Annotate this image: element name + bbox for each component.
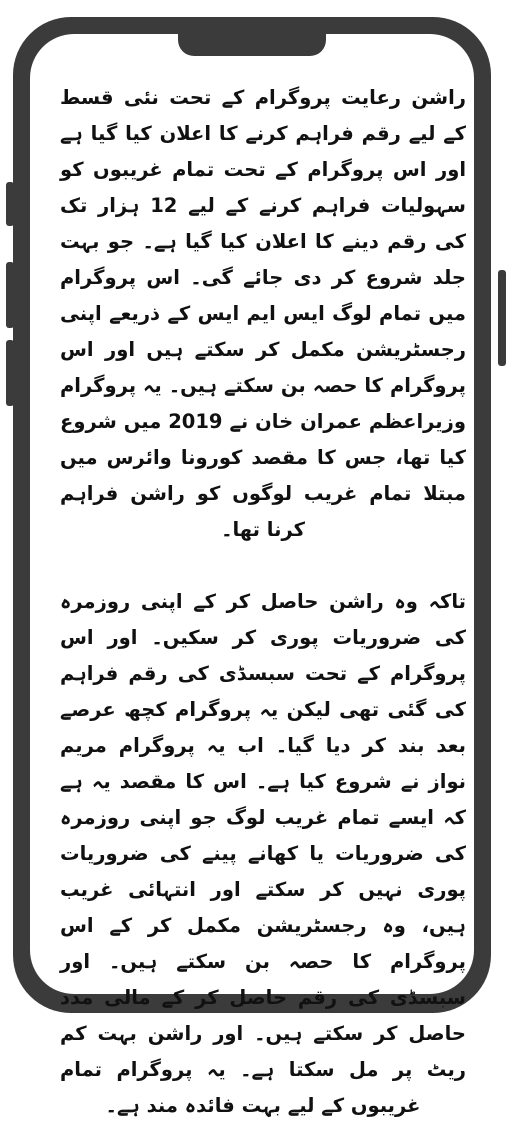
phone-notch [178,34,326,56]
article-body [60,80,466,1124]
article-paragraph-1: راشن رعایت پروگرام کے تحت نئی قسط کے لیے رقم فراہم کرنے کا اعلان کیا گیا ہے اور اس پروگرام کے تحت تمام غریبوں کو سہولیات فراہم کرنے کے لیے 12 ہزار تک کی رقم دینے کا اعلان کیا گیا ہے۔ جو بہت جلد شروع کر دی جائے گی۔ اس پروگرام میں تمام لوگ ایس ایم ایس کے ذریعے اپنی رجسٹریشن مکمل کر سکتے ہیں اور اس پروگرام کا حصہ بن سکتے ہیں۔ یہ پروگرام وزیراعظم عمران خان نے 2019 میں شروع کیا تھا، جس کا مقصد کورونا وائرس میں مبتلا تمام غریب لوگوں کو راشن فراہم کرنا تھا۔ [60,86,466,541]
power-button [498,270,506,366]
article-paragraph-2: تاکہ وہ راشن حاصل کر کے اپنی روزمرہ کی ضروریات پوری کر سکیں۔ اور اس پروگرام کے تحت سبسڈی کی رقم فراہم کی گئی تھی لیکن یہ پروگرام کچھ عرصے بعد بند کر دیا گیا۔ اب یہ پروگرام مریم نواز نے شروع کیا ہے۔ اس کا مقصد یہ ہے کہ ایسے تمام غریب لوگ جو اپنی روزمرہ کی ضروریات یا کھانے پینے کی ضروریات پوری نہیں کر سکتے اور انتہائی غریب ہیں، وہ رجسٹریشن مکمل کر کے اس پروگرام کا حصہ بن سکتے ہیں۔ اور سبسڈی کی رقم حاصل کر کے مالی مدد حاصل کر سکتے ہیں۔ اور راشن بہت کم ریٹ پر مل سکتا ہے۔ یہ پروگرام تمام غریبوں کے لیے بہت فائدہ مند ہے۔ [60,590,466,1117]
